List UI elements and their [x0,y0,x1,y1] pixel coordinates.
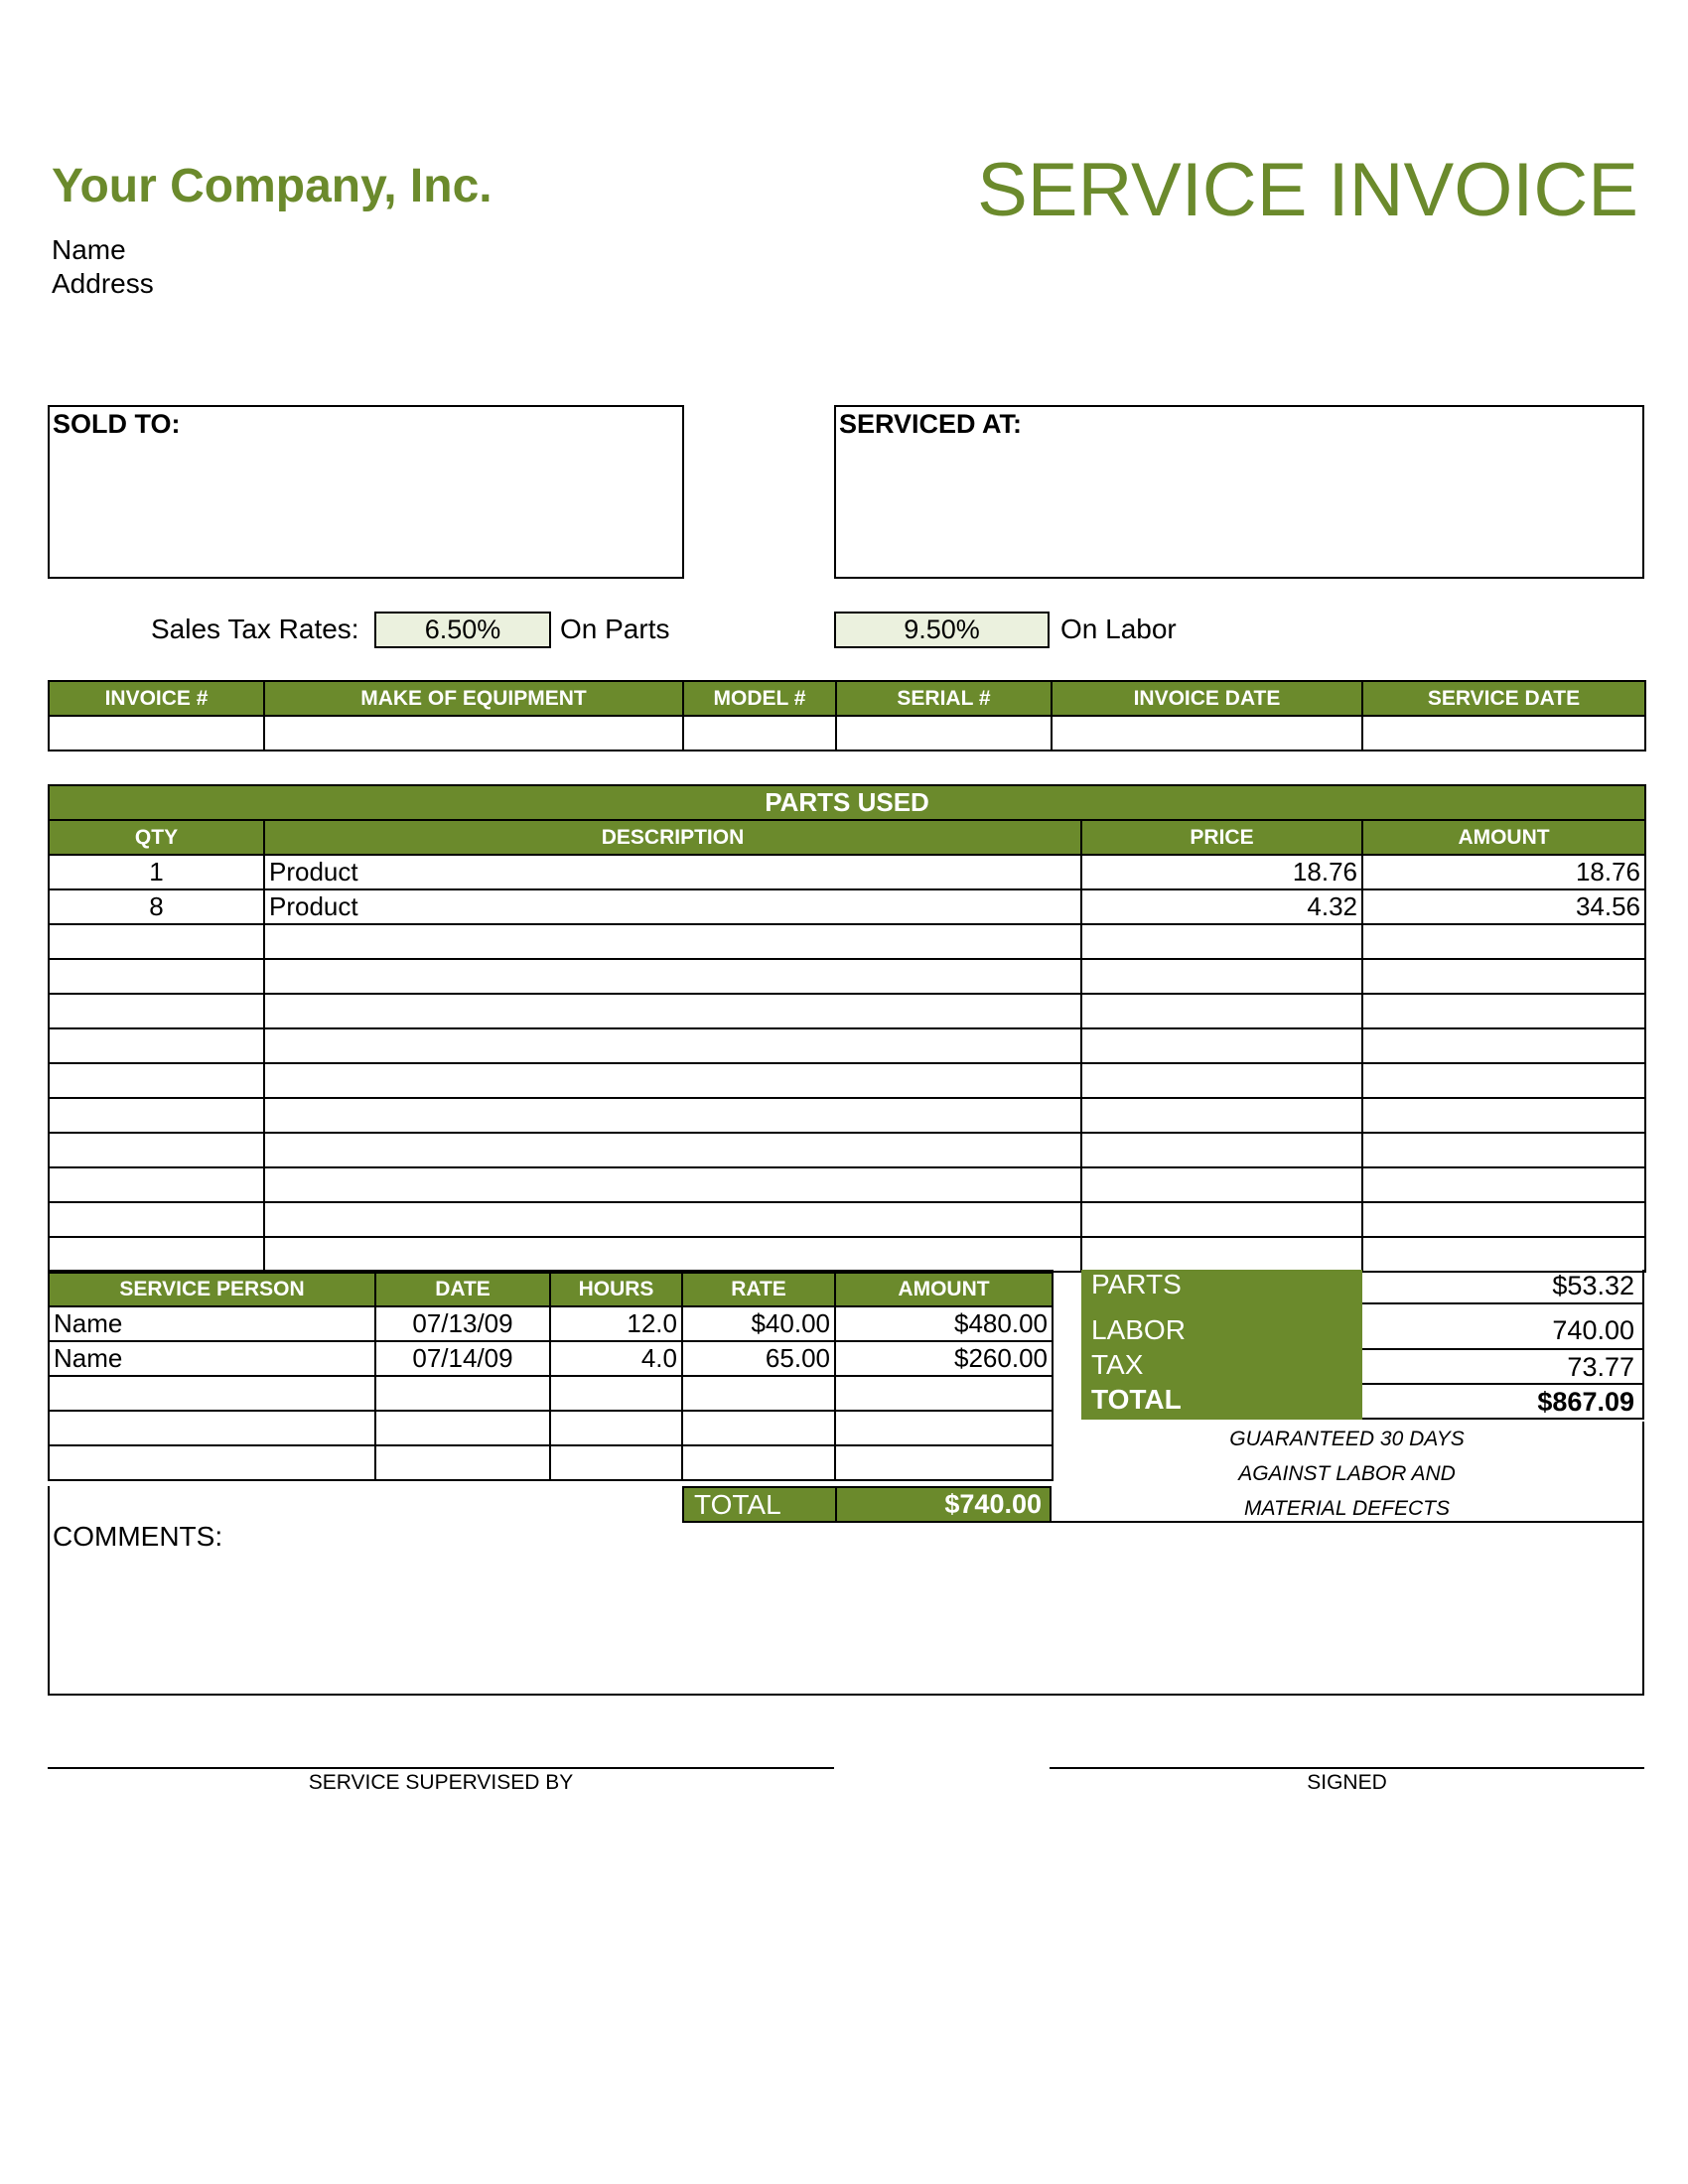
parts-row [49,1202,1645,1237]
header-make-of-equipment: MAKE OF EQUIPMENT [264,681,683,716]
part-qty-cell[interactable]: 8 [49,889,264,924]
labor-person-cell[interactable]: Name [49,1341,375,1376]
part-amount-cell[interactable] [1362,924,1645,959]
labor-date-cell[interactable]: 07/14/09 [375,1341,550,1376]
header-model-number: MODEL # [683,681,836,716]
sales-tax-label: Sales Tax Rates: [151,614,359,644]
labor-rate-cell[interactable] [682,1445,835,1480]
header-rate: RATE [682,1272,835,1306]
part-description-cell[interactable] [264,1237,1081,1272]
part-qty-cell[interactable] [49,1167,264,1202]
labor-hours-cell[interactable] [550,1411,682,1445]
header-date: DATE [375,1272,550,1306]
part-amount-cell[interactable] [1362,1167,1645,1202]
part-description-cell[interactable]: Product [264,855,1081,889]
header-hours: HOURS [550,1272,682,1306]
company-address: Address [52,268,154,299]
labor-table [48,1270,1054,1481]
part-amount-cell[interactable] [1362,959,1645,994]
header-labor-amount: AMOUNT [835,1272,1053,1306]
on-parts-label: On Parts [560,614,670,644]
summary-left-border [1052,1270,1054,1420]
labor-date-cell[interactable]: 07/13/09 [375,1306,550,1341]
part-amount-cell[interactable] [1362,1098,1645,1133]
header-qty: QTY [49,820,264,855]
parts-row [49,1063,1645,1098]
header-invoice-date: INVOICE DATE [1052,681,1362,716]
labor-amount-cell[interactable]: $260.00 [835,1341,1053,1376]
part-price-cell[interactable] [1081,1237,1362,1272]
part-qty-cell[interactable] [49,1237,264,1272]
part-description-cell[interactable] [264,1133,1081,1167]
header-invoice-number: INVOICE # [49,681,264,716]
part-qty-cell[interactable] [49,994,264,1028]
part-description-cell[interactable] [264,1167,1081,1202]
part-qty-cell[interactable]: 1 [49,855,264,889]
labor-person-cell[interactable]: Name [49,1306,375,1341]
part-qty-cell[interactable] [49,1202,264,1237]
labor-tax-rate-input[interactable]: 9.50% [834,612,1050,648]
labor-person-cell[interactable] [49,1411,375,1445]
labor-hours-cell[interactable]: 12.0 [550,1306,682,1341]
header-price: PRICE [1081,820,1362,855]
labor-row [49,1341,1053,1376]
part-qty-cell[interactable] [49,1063,264,1098]
invoice-number-cell[interactable] [49,716,264,751]
labor-total-value: $740.00 [835,1486,1052,1523]
labor-date-cell[interactable] [375,1445,550,1480]
part-qty-cell[interactable] [49,1028,264,1063]
labor-person-cell[interactable] [49,1445,375,1480]
labor-rate-cell[interactable] [682,1376,835,1411]
labor-total-label: TOTAL [682,1486,837,1523]
model-number-cell[interactable] [683,716,836,751]
part-amount-cell[interactable] [1362,1133,1645,1167]
parts-row [49,1237,1645,1272]
summary-total-label: TOTAL [1091,1384,1182,1415]
part-description-cell[interactable] [264,994,1081,1028]
part-price-cell[interactable] [1081,1133,1362,1167]
labor-row [49,1445,1053,1480]
supervised-signature-line[interactable] [48,1767,834,1769]
summary-tax-label: TAX [1091,1349,1144,1380]
header-service-date: SERVICE DATE [1362,681,1645,716]
part-qty-cell[interactable] [49,1098,264,1133]
part-amount-cell[interactable] [1362,994,1645,1028]
labor-rate-cell[interactable]: $40.00 [682,1306,835,1341]
header-serial-number: SERIAL # [836,681,1052,716]
signed-label: SIGNED [1307,1771,1387,1794]
labor-hours-cell[interactable] [550,1376,682,1411]
summary-labor-label: LABOR [1091,1314,1186,1345]
labor-row [49,1306,1053,1341]
labor-amount-cell[interactable]: $480.00 [835,1306,1053,1341]
labor-amount-cell[interactable] [835,1411,1053,1445]
part-price-cell[interactable]: 4.32 [1081,889,1362,924]
parts-tax-rate-input[interactable]: 6.50% [374,612,551,648]
labor-date-cell[interactable] [375,1411,550,1445]
signed-signature-line[interactable] [1050,1767,1644,1769]
header-service-person: SERVICE PERSON [49,1272,375,1306]
part-description-cell[interactable]: Product [264,889,1081,924]
part-amount-cell[interactable]: 18.76 [1362,855,1645,889]
part-amount-cell[interactable] [1362,1028,1645,1063]
part-price-cell[interactable] [1081,1167,1362,1202]
serviced-at-label: SERVICED AT: [839,409,1023,439]
part-description-cell[interactable] [264,1202,1081,1237]
parts-row [49,1098,1645,1133]
serviced-at-box[interactable] [834,405,1644,579]
guarantee-line-1: GUARANTEED 30 DAYS [1229,1428,1465,1450]
labor-person-cell[interactable] [49,1376,375,1411]
part-amount-cell[interactable] [1362,1237,1645,1272]
service-date-cell[interactable] [1362,716,1645,751]
invoice-title: SERVICE INVOICE [977,148,1638,232]
labor-hours-cell[interactable]: 4.0 [550,1341,682,1376]
part-price-cell[interactable] [1081,924,1362,959]
part-amount-cell[interactable] [1362,1202,1645,1237]
comments-label: COMMENTS: [53,1521,223,1552]
labor-rate-cell[interactable]: 65.00 [682,1341,835,1376]
parts-used-table [48,784,1646,1273]
invoice-info-table [48,680,1646,751]
supervised-label: SERVICE SUPERVISED BY [308,1771,574,1794]
part-price-cell[interactable] [1081,994,1362,1028]
summary-parts-value: $53.32 [1362,1270,1644,1304]
header-amount: AMOUNT [1362,820,1645,855]
part-price-cell[interactable] [1081,1063,1362,1098]
summary-labor-value: 740.00 [1362,1304,1644,1350]
part-qty-cell[interactable] [49,1133,264,1167]
part-price-cell[interactable] [1081,959,1362,994]
part-qty-cell[interactable] [49,924,264,959]
invoice-date-cell[interactable] [1052,716,1362,751]
part-description-cell[interactable] [264,1063,1081,1098]
guarantee-text [1052,1422,1644,1526]
comments-top-border-right [1052,1521,1644,1523]
guarantee-line-2: AGAINST LABOR AND [1238,1462,1456,1485]
serial-number-cell[interactable] [836,716,1052,751]
part-qty-cell[interactable] [49,959,264,994]
make-of-equipment-cell[interactable] [264,716,683,751]
parts-row [49,924,1645,959]
summary-parts-label: PARTS [1091,1269,1182,1299]
parts-row [49,994,1645,1028]
parts-row [49,1028,1645,1063]
part-description-cell[interactable] [264,924,1081,959]
part-price-cell[interactable] [1081,1202,1362,1237]
part-description-cell[interactable] [264,1098,1081,1133]
parts-row [49,1167,1645,1202]
labor-row [49,1411,1053,1445]
labor-date-cell[interactable] [375,1376,550,1411]
parts-row [49,855,1645,889]
summary-tax-value: 73.77 [1362,1350,1644,1385]
labor-row [49,1376,1053,1411]
part-description-cell[interactable] [264,1028,1081,1063]
sold-to-box[interactable] [48,405,684,579]
part-price-cell[interactable] [1081,1028,1362,1063]
parts-row [49,1133,1645,1167]
part-amount-cell[interactable] [1362,1063,1645,1098]
parts-row [49,959,1645,994]
part-amount-cell[interactable]: 34.56 [1362,889,1645,924]
labor-amount-cell[interactable] [835,1445,1053,1480]
part-description-cell[interactable] [264,959,1081,994]
comments-box[interactable] [48,1521,1644,1696]
parts-row [49,889,1645,924]
labor-amount-cell[interactable] [835,1376,1053,1411]
header-description: DESCRIPTION [264,820,1081,855]
parts-used-title: PARTS USED [49,785,1645,820]
on-labor-label: On Labor [1060,614,1177,644]
part-price-cell[interactable] [1081,1098,1362,1133]
company-name: Your Company, Inc. [52,160,492,212]
labor-hours-cell[interactable] [550,1445,682,1480]
guarantee-line-3: MATERIAL DEFECTS [1244,1497,1450,1520]
part-price-cell[interactable]: 18.76 [1081,855,1362,889]
company-contact-name: Name [52,234,126,265]
summary-total-value: $867.09 [1362,1385,1644,1420]
labor-rate-cell[interactable] [682,1411,835,1445]
comments-top-border-left [48,1486,50,1523]
sold-to-label: SOLD TO: [53,409,181,439]
